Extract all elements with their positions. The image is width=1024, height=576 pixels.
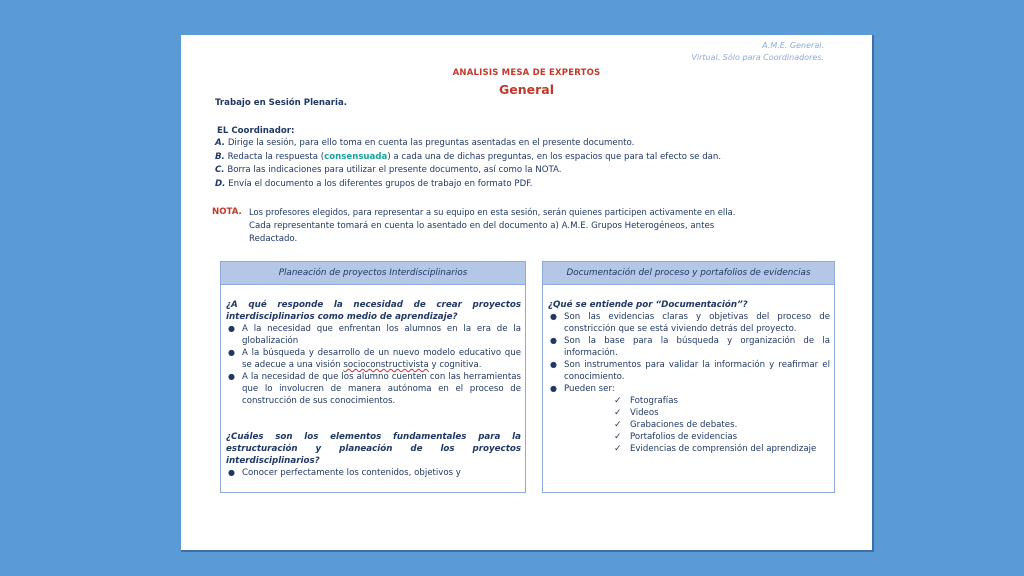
documentation-box-title: Documentación del proceso y portafolios de evidencias	[543, 262, 834, 285]
item-letter: C.	[215, 165, 225, 175]
list-item	[548, 383, 830, 395]
item-letter: D.	[215, 179, 226, 189]
bullet-icon: ●	[550, 336, 557, 345]
checkmark-icon: ✓	[614, 408, 622, 418]
coordinator-item-b	[215, 151, 721, 164]
coordinator-heading: EL Coordinador:	[217, 126, 295, 136]
list-item-text: Conocer perfectamente los contenidos, objetivos y	[242, 468, 461, 478]
list-item	[226, 347, 521, 371]
bullet-icon: ●	[228, 372, 235, 381]
document-subtitle: General	[499, 82, 554, 97]
checkmark-icon: ✓	[614, 420, 622, 430]
bullet-icon: ●	[228, 348, 235, 357]
list-item-text: Son la base para la búsqueda y organización de la información.	[564, 336, 830, 358]
list-item-text: Fotografías	[630, 396, 678, 406]
bullet-icon: ●	[228, 468, 235, 477]
consensuada-highlight: consensuada	[324, 152, 388, 162]
list-item-text: Portafolios de evidencias	[630, 432, 738, 442]
list-item	[548, 395, 830, 407]
documentation-box	[542, 261, 835, 493]
document-page	[181, 35, 874, 552]
header-line-2: Virtual. Sólo para Coordinadores.	[691, 53, 824, 62]
spellcheck-word: socioconstructivista	[343, 360, 429, 370]
planning-box	[220, 261, 526, 493]
coordinator-item-a	[215, 137, 634, 150]
header-note	[691, 40, 824, 64]
list-item	[226, 467, 521, 479]
nota-label: NOTA.	[212, 207, 242, 217]
list-item	[548, 359, 830, 383]
list-item	[548, 407, 830, 419]
coordinator-item-d	[215, 178, 533, 191]
bullet-icon: ●	[550, 312, 557, 321]
list-item-text: Evidencias de comprensión del aprendizaje	[630, 444, 817, 454]
item-text: Envía el documento a los diferentes grupos de trabajo en formato PDF.	[228, 179, 533, 189]
list-item-text: Son las evidencias claras y objetivas del proceso de constricción que se está viviendo detrás del proyecto.	[564, 312, 830, 334]
documentation-answer-list	[548, 311, 830, 395]
checkmark-icon: ✓	[614, 396, 622, 406]
item-text: Dirige la sesión, para ello toma en cuenta las preguntas asentadas en el presente documento.	[227, 138, 635, 148]
list-item	[548, 311, 830, 335]
checkmark-icon: ✓	[614, 432, 622, 442]
bullet-icon: ●	[550, 384, 557, 393]
evidence-types-list	[548, 395, 830, 455]
planning-box-title: Planeación de proyectos Interdisciplinarios	[221, 262, 525, 285]
document-title: ANALISIS MESA DE EXPERTOS	[452, 68, 601, 78]
list-item-text: Grabaciones de debates.	[630, 420, 738, 430]
planning-answer-list-2	[226, 467, 521, 479]
list-item	[548, 431, 830, 443]
planning-question-2: ¿Cuáles son los elementos fundamentales para la estructuración y planeación de los proyectos interdisciplinarios?	[226, 432, 521, 466]
list-item	[226, 323, 521, 347]
session-label: Trabajo en Sesión Plenaria.	[215, 98, 348, 108]
list-item	[226, 371, 521, 407]
list-item-text: A la búsqueda y desarrollo de un nuevo modelo educativo que se adecue a una visión	[242, 348, 521, 370]
list-item-text: Pueden ser:	[564, 384, 615, 394]
planning-question-1: ¿A qué responde la necesidad de crear proyectos interdisciplinarios como medio de aprendizaje?	[226, 300, 521, 322]
planning-answer-list	[226, 323, 521, 407]
item-letter: A.	[215, 138, 226, 148]
list-item	[548, 443, 830, 455]
list-item-text: Son instrumentos para validar la información y reafirmar el conocimiento.	[564, 360, 830, 382]
item-text-start: Redacta la respuesta (	[227, 152, 325, 162]
list-item	[548, 419, 830, 431]
bullet-icon: ●	[228, 324, 235, 333]
list-item	[548, 335, 830, 359]
checkmark-icon: ✓	[614, 444, 622, 454]
coordinator-item-c	[215, 164, 562, 177]
list-item-text: A la necesidad que enfrentan los alumnos en la era de la globalización	[242, 324, 521, 346]
documentation-question-1: ¿Qué se entiende por “Documentación”?	[548, 300, 748, 310]
list-item-text-end: y cognitiva.	[428, 360, 482, 370]
header-line-1: A.M.E. General.	[762, 41, 824, 50]
item-text: Borra las indicaciones para utilizar el presente documento, así como la NOTA.	[227, 165, 562, 175]
list-item-text: Videos	[630, 408, 659, 418]
item-text-end: ) a cada una de dichas preguntas, en los espacios que para tal efecto se dan.	[387, 152, 722, 162]
bullet-icon: ●	[550, 360, 557, 369]
nota-line-1: Los profesores elegidos, para representar a su equipo en esta sesión, serán quienes participen activamente en ella.	[249, 207, 736, 217]
list-item-text: A la necesidad de que los alumno cuenten con las herramientas que lo involucren de manera autónoma en el proceso de construcción de sus conocimientos.	[242, 372, 521, 406]
nota-line-2: Cada representante tomará en cuenta lo asentado en del documento a) A.M.E. Grupos Heterogéneos, antes	[249, 221, 715, 231]
nota-line-3: Redactado.	[249, 234, 298, 244]
item-letter: B.	[215, 152, 225, 162]
